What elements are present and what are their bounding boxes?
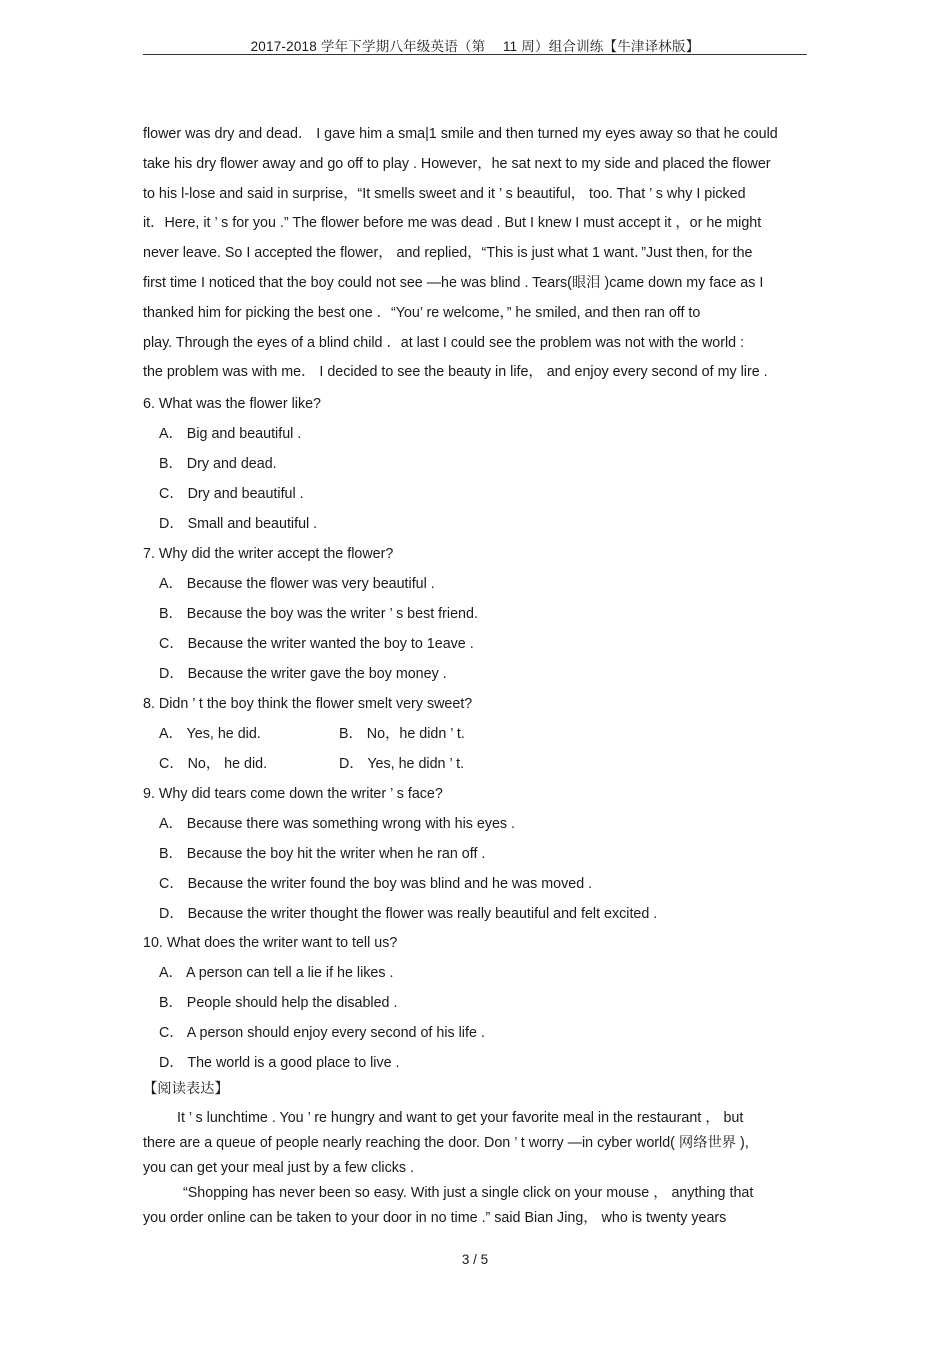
page-header: 2017-2018 学年下学期八年级英语（第 11 周）组合训练【牛津译林版】 [250,39,700,54]
option-row [143,724,807,754]
reading-line: It ’ s lunchtime . You ’ re hungry and want to get your favorite meal in the restaurant ， but [177,1110,744,1126]
option-b: B． Because the boy was the writer ’ s best friend. [159,606,478,622]
option-d: D． The world is a good place to live . [159,1055,400,1071]
header-divider [143,54,807,55]
reading-line: “Shopping has never been so easy. With just a single click on your mouse ， anything that [183,1185,754,1201]
option-d: D． Small and beautiful . [159,516,318,532]
option-c: C． Because the writer wanted the boy to 1eave . [159,636,474,652]
question-stem: 9. Why did tears come down the writer ’ s face? [143,786,443,802]
question-7 [143,544,807,694]
option-a: A． A person can tell a lie if he likes . [159,965,394,981]
passage-text [143,124,807,392]
passage-line: take his dry flower away and go off to play . However，he sat next to my side and placed the flower [143,155,771,172]
question-6 [143,394,807,544]
section-title: 【阅读表达】 [143,1081,229,1097]
option-b: B． People should help the disabled . [159,995,398,1011]
option-d: D． Yes, he didn ’ t. [339,756,465,772]
option-c: C． Dry and beautiful . [159,486,304,502]
reading-passage [143,1108,807,1233]
passage-line: to his l-lose and said in surprise，“It smells sweet and it ’ s beautiful， too. That ’ s why I picked [143,185,746,202]
option-c: C． A person should enjoy every second of his life . [159,1025,485,1041]
option-c: C． No， he did. [159,756,268,772]
option-d: D． Because the writer thought the flower was really beautiful and felt excited . [159,906,658,922]
option-b: B． Because the boy hit the writer when he ran off . [159,846,486,862]
question-10 [143,933,807,1083]
question-9 [143,784,807,934]
reading-line: there are a queue of people nearly reaching the door. Don ’ t worry —in cyber world( 网络世界 ), [143,1135,749,1151]
passage-line: first time I noticed that the boy could not see —he was blind . Tears(眼泪 )came down my face as I [143,274,764,291]
option-a: A． Because there was something wrong with his eyes . [159,816,516,832]
option-d: D． Because the writer gave the boy money . [159,666,447,682]
option-b: B． Dry and dead. [159,456,277,472]
option-a: A． Yes, he did. [159,726,261,742]
passage-line: play. Through the eyes of a blind child ．at last I could see the problem was not with the world : [143,334,745,351]
option-a: A． Because the flower was very beautiful . [159,576,435,592]
reading-line: you can get your meal just by a few clicks . [143,1160,414,1176]
passage-line: the problem was with me． I decided to see the beauty in life， and enjoy every second of my lire . [143,364,768,381]
question-stem: 6. What was the flower like? [143,396,321,412]
question-8 [143,694,807,784]
question-stem: 10. What does the writer want to tell us? [143,935,398,951]
option-c: C． Because the writer found the boy was blind and he was moved . [159,876,593,892]
reading-line: you order online can be taken to your door in no time .” said Bian Jing， who is twenty years [143,1210,727,1226]
passage-line: thanked him for picking the best one ．“You’ re welcome，” he smiled, and then ran off to [143,304,701,321]
option-a: A． Big and beautiful . [159,426,302,442]
question-stem: 7. Why did the writer accept the flower? [143,546,394,562]
option-b: B． No，he didn ’ t. [339,726,465,742]
passage-line: flower was dry and dead． I gave him a sma|1 smile and then turned my eyes away so that he could [143,126,778,142]
passage-line: it．Here, it ’ s for you .” The flower before me was dead . But I knew I must accept it ，or he might [143,215,762,232]
passage-line: never leave. So I accepted the flower， and replied，“This is just what 1 want．”Just then, for the [143,245,753,262]
question-stem: 8. Didn ’ t the boy think the flower smelt very sweet? [143,696,473,712]
option-row [143,754,807,784]
page-number: 3 / 5 [461,1252,489,1267]
